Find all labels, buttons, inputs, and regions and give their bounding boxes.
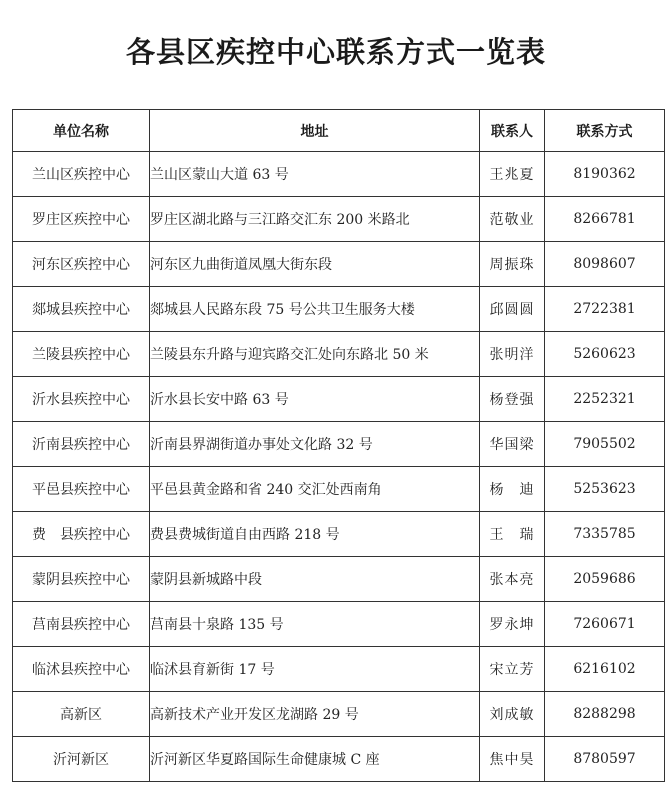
cell-contact: 焦中昊 [480, 737, 545, 782]
table-row [13, 152, 665, 197]
cell-address: 沂南县界湖街道办事处文化路 32 号 [150, 422, 480, 467]
cell-address: 郯城县人民路东段 75 号公共卫生服务大楼 [150, 287, 480, 332]
cell-phone: 5260623 [545, 332, 665, 377]
cell-contact: 罗永坤 [480, 602, 545, 647]
cell-contact: 张明洋 [480, 332, 545, 377]
cell-address: 罗庄区湖北路与三江路交汇东 200 米路北 [150, 197, 480, 242]
cell-phone: 8780597 [545, 737, 665, 782]
table-row [13, 422, 665, 467]
cell-contact: 杨 迪 [480, 467, 545, 512]
cell-phone: 2722381 [545, 287, 665, 332]
header-address: 地址 [150, 110, 480, 152]
cell-unit: 沂水县疾控中心 [13, 377, 150, 422]
cell-contact: 华国梁 [480, 422, 545, 467]
cell-unit: 沂河新区 [13, 737, 150, 782]
cell-unit: 莒南县疾控中心 [13, 602, 150, 647]
cell-phone: 5253623 [545, 467, 665, 512]
table-row [13, 332, 665, 377]
cell-contact: 宋立芳 [480, 647, 545, 692]
cell-unit: 兰陵县疾控中心 [13, 332, 150, 377]
cell-phone: 8288298 [545, 692, 665, 737]
cell-contact: 范敬业 [480, 197, 545, 242]
cell-address: 高新技术产业开发区龙湖路 29 号 [150, 692, 480, 737]
cell-address: 费县费城街道自由西路 218 号 [150, 512, 480, 557]
table-row [13, 197, 665, 242]
table-row [13, 647, 665, 692]
table-row [13, 242, 665, 287]
cell-contact: 邱圆圆 [480, 287, 545, 332]
cell-address: 平邑县黄金路和省 240 交汇处西南角 [150, 467, 480, 512]
cell-address: 莒南县十泉路 135 号 [150, 602, 480, 647]
cell-phone: 7905502 [545, 422, 665, 467]
page-title: 各县区疾控中心联系方式一览表 [125, 35, 546, 69]
table-row [13, 512, 665, 557]
table-row [13, 287, 665, 332]
cell-phone: 8190362 [545, 152, 665, 197]
table-row [13, 377, 665, 422]
cell-phone: 6216102 [545, 647, 665, 692]
cell-phone: 7335785 [545, 512, 665, 557]
table-row [13, 467, 665, 512]
cell-unit: 兰山区疾控中心 [13, 152, 150, 197]
cell-unit: 蒙阴县疾控中心 [13, 557, 150, 602]
table-header-row [13, 110, 665, 152]
cell-contact: 张本亮 [480, 557, 545, 602]
cell-address: 兰陵县东升路与迎宾路交汇处向东路北 50 米 [150, 332, 480, 377]
cell-contact: 王兆夏 [480, 152, 545, 197]
cell-contact: 刘成敏 [480, 692, 545, 737]
cell-address: 沂水县长安中路 63 号 [150, 377, 480, 422]
cell-address: 临沭县育新街 17 号 [150, 647, 480, 692]
cell-address: 河东区九曲街道凤凰大街东段 [150, 242, 480, 287]
contacts-table [12, 109, 665, 782]
cell-contact: 王 瑞 [480, 512, 545, 557]
cell-phone: 2059686 [545, 557, 665, 602]
cell-address: 蒙阴县新城路中段 [150, 557, 480, 602]
cell-unit: 郯城县疾控中心 [13, 287, 150, 332]
header-phone: 联系方式 [545, 110, 665, 152]
cell-address: 兰山区蒙山大道 63 号 [150, 152, 480, 197]
cell-unit: 沂南县疾控中心 [13, 422, 150, 467]
cell-address: 沂河新区华夏路国际生命健康城 C 座 [150, 737, 480, 782]
cell-unit: 罗庄区疾控中心 [13, 197, 150, 242]
table-row [13, 692, 665, 737]
table-row [13, 602, 665, 647]
header-contact: 联系人 [480, 110, 545, 152]
cell-unit: 平邑县疾控中心 [13, 467, 150, 512]
cell-unit: 河东区疾控中心 [13, 242, 150, 287]
cell-phone: 7260671 [545, 602, 665, 647]
cell-unit: 临沭县疾控中心 [13, 647, 150, 692]
table-row [13, 557, 665, 602]
cell-contact: 周振珠 [480, 242, 545, 287]
cell-contact: 杨登强 [480, 377, 545, 422]
table-row [13, 737, 665, 782]
cell-unit: 高新区 [13, 692, 150, 737]
cell-phone: 8266781 [545, 197, 665, 242]
header-unit: 单位名称 [13, 110, 150, 152]
table-body [13, 152, 665, 782]
cell-unit: 费 县疾控中心 [13, 512, 150, 557]
cell-phone: 2252321 [545, 377, 665, 422]
cell-phone: 8098607 [545, 242, 665, 287]
